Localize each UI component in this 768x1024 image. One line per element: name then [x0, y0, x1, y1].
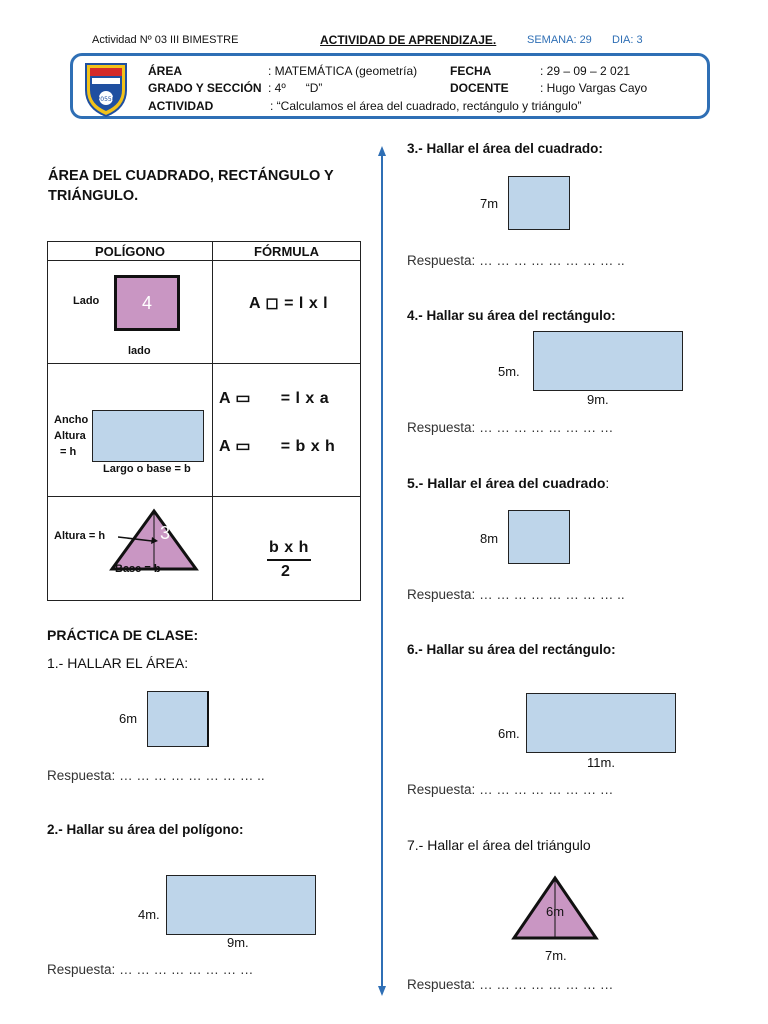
square-shape [114, 275, 180, 331]
q4-rectangle [533, 331, 683, 391]
q4-height: 5m. [498, 364, 520, 379]
rectangle-shape [92, 410, 204, 462]
q6-height: 6m. [498, 726, 520, 741]
arrow-icon [118, 531, 158, 547]
rectangle-formula-1: A ▭ = l x a [219, 390, 330, 407]
answer-label: Respuesta: [47, 768, 116, 783]
rectangle-formula-2: A ▭ = b x h [219, 438, 336, 455]
divider-arrow-icon [378, 146, 386, 996]
q5-answer [407, 587, 625, 602]
answer-dots[interactable]: … … … … … … … … [119, 962, 254, 977]
formula-table [47, 241, 361, 601]
document-title: ACTIVIDAD DE APRENDIZAJE. [320, 33, 497, 47]
answer-label: Respuesta: [47, 962, 116, 977]
side-bottom-label: lado [128, 345, 151, 357]
grade-value: : 4º “D” [268, 81, 323, 95]
q7-triangle [510, 874, 600, 942]
q5-label-text: 5.- Hallar el área del cuadrado [407, 475, 606, 491]
height-symbol-label: = h [60, 446, 77, 458]
q4-answer [407, 420, 613, 435]
q1-answer [47, 768, 265, 783]
q2-base: 9m. [227, 935, 249, 950]
square-number: 4 [141, 292, 152, 313]
answer-dots[interactable]: … … … … … … … … .. [479, 587, 625, 602]
theory-title: ÁREA DEL CUADRADO, RECTÁNGULO Y TRIÁNGULO. [48, 168, 334, 204]
answer-dots[interactable]: … … … … … … … … [479, 782, 614, 797]
q7-base: 7m. [545, 948, 567, 963]
answer-label: Respuesta: [407, 253, 476, 268]
q1-label: 1.- HALLAR EL ÁREA: [47, 655, 189, 671]
answer-dots[interactable]: … … … … … … … … [479, 977, 614, 992]
polygon-header: POLÍGONO [48, 242, 213, 261]
q3-square [508, 176, 570, 230]
formula-header: FÓRMULA [213, 242, 361, 261]
q6-answer [407, 782, 613, 797]
q5-side: 8m [480, 531, 499, 546]
teacher-label: DOCENTE [450, 81, 509, 95]
triangle-number: 3 [160, 523, 171, 543]
teacher-value: : Hugo Vargas Cayo [540, 81, 648, 95]
triangle-cell [48, 497, 213, 601]
q5-label [407, 475, 609, 491]
q1-side: 6m [119, 711, 138, 726]
q2-label: 2.- Hallar su área del polígono: [47, 822, 244, 837]
week-label: SEMANA: 29 [527, 34, 592, 46]
activity-value: : “Calculamos el área del cuadrado, rectángulo y triángulo” [270, 99, 582, 113]
triangle-formula-denominator: 2 [281, 563, 291, 580]
activity-number: Actividad Nº 03 III BIMESTRE [92, 34, 239, 46]
activity-label: ACTIVIDAD [148, 99, 214, 113]
area-label: ÁREA [148, 64, 183, 78]
side-label: Lado [73, 295, 100, 307]
q3-side: 7m [480, 196, 499, 211]
triangle-formula-numerator: b x h [267, 539, 311, 561]
q3-label: 3.- Hallar el área del cuadrado: [407, 141, 603, 156]
q6-label: 6.- Hallar su área del rectángulo: [407, 642, 616, 657]
triangle-formula-cell [213, 497, 361, 601]
height-label: Altura [54, 430, 86, 442]
date-label: FECHA [450, 64, 492, 78]
crest-number: 20550 [96, 96, 116, 103]
grade-label: GRADO Y SECCIÓN [148, 81, 262, 95]
q5-label-colon: : [605, 475, 610, 491]
q2-height: 4m. [138, 907, 160, 922]
date-value: : 29 – 09 – 2 021 [540, 64, 631, 78]
q6-base: 11m. [587, 755, 615, 770]
width-label: Ancho [54, 414, 89, 426]
triangle-base-label: Base = b [115, 563, 161, 575]
q3-answer [407, 253, 625, 268]
answer-dots[interactable]: … … … … … … … … [479, 420, 614, 435]
answer-dots[interactable]: … … … … … … … … .. [119, 768, 265, 783]
day-label: DIA: 3 [612, 34, 643, 46]
answer-label: Respuesta: [407, 977, 476, 992]
q1-square [147, 691, 209, 747]
base-label: Largo o base = b [103, 463, 191, 475]
rectangle-cell [48, 364, 213, 497]
square-formula: A ◻ = l x l [249, 295, 329, 312]
school-crest-logo [82, 60, 130, 118]
q2-answer [47, 962, 253, 977]
rectangle-formula-cell [213, 364, 361, 497]
q7-answer [407, 977, 613, 992]
square-cell [48, 261, 213, 364]
practice-title: PRÁCTICA DE CLASE: [47, 627, 199, 643]
square-formula-cell [213, 261, 361, 364]
answer-label: Respuesta: [407, 587, 476, 602]
area-value: : MATEMÁTICA (geometría) [268, 64, 418, 78]
answer-label: Respuesta: [407, 782, 476, 797]
q6-rectangle [526, 693, 676, 753]
q4-base: 9m. [587, 392, 609, 407]
q2-rectangle [166, 875, 316, 935]
q7-label: 7.- Hallar el área del triángulo [407, 837, 591, 853]
triangle-height-label: Altura = h [54, 530, 106, 542]
q7-height: 6m [546, 904, 565, 919]
q4-label: 4.- Hallar su área del rectángulo: [407, 308, 616, 323]
answer-label: Respuesta: [407, 420, 476, 435]
answer-dots[interactable]: … … … … … … … … .. [479, 253, 625, 268]
q5-square [508, 510, 570, 564]
